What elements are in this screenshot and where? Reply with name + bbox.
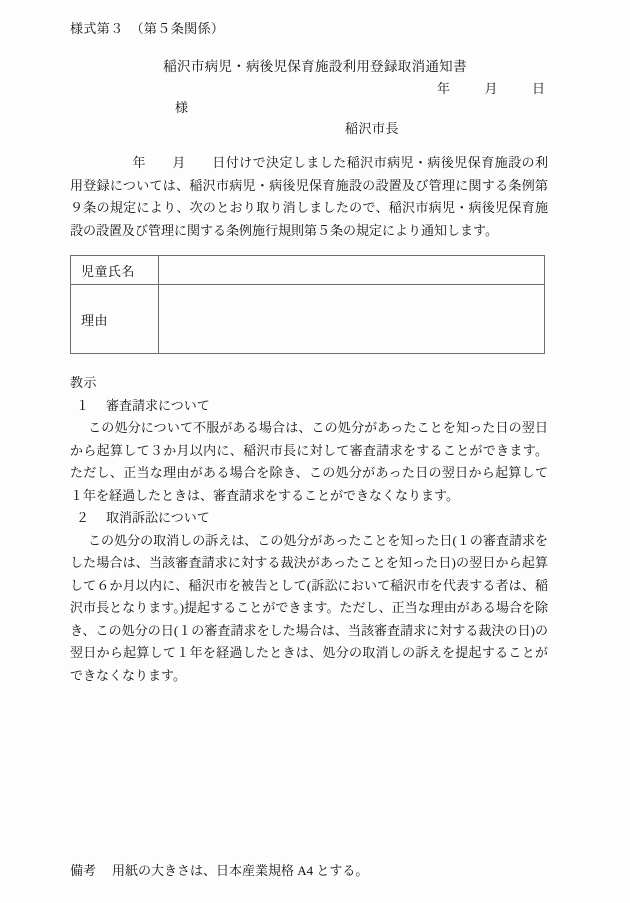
body-text: 日付けで決定しました稲沢市病児・病後児保育施設の利用登録については、稲沢市病児・病後児保育施設の設置及び管理に関する条例第９条の規定により、次のとおり取り消しましたので、稲沢市病児・病後児保育施設の設置及び管理に関する条例施行規則第５条の規定により通知します。 — [70, 155, 548, 238]
child-name-value[interactable] — [159, 256, 545, 285]
child-name-label: 児童氏名 — [71, 256, 159, 285]
instruction-item-2-title: 取消訴訟について — [106, 510, 210, 525]
table-row — [71, 256, 545, 285]
body-date-year: 年 — [132, 155, 146, 170]
issuer-name: 稲沢市長 — [345, 121, 400, 136]
instruction-item-2-number: ２ — [76, 510, 90, 525]
footer-note-text: 用紙の大きさは、日本産業規格 A4 とする。 — [112, 863, 369, 878]
issue-date-line — [437, 78, 545, 97]
registration-cancellation-table — [70, 255, 545, 354]
instructions-heading: 教示 — [70, 375, 98, 390]
table-row — [71, 285, 545, 354]
footer-note — [70, 860, 368, 879]
instruction-item-1-text — [70, 417, 548, 507]
page-title: 稲沢市病児・病後児保育施設利用登録取消通知書 — [163, 59, 467, 74]
instruction-item-1-body: この処分について不服がある場合は、この処分があったことを知った日の翌日から起算して３か月以内に、稲沢市長に対して審査請求をすることができます。ただし、正当な理由がある場合を除き、この処分があった日の翌日から起算して１年を経過したときは、審査請求をすることができなくなります。 — [70, 420, 548, 503]
date-year-label: 年 — [436, 81, 450, 96]
addressee-honorific: 様 — [175, 100, 189, 115]
instruction-item-2-text — [70, 530, 548, 688]
date-month-label: 月 — [484, 81, 498, 96]
body-date-month: 月 — [171, 155, 186, 170]
date-day-label: 日 — [531, 81, 545, 96]
reason-value[interactable] — [159, 285, 545, 354]
instruction-item-1-heading — [70, 395, 550, 418]
body-paragraph — [70, 152, 548, 242]
instruction-item-1-title: 審査請求について — [106, 397, 210, 413]
instruction-item-2-heading — [70, 507, 550, 530]
instruction-item-1-number: １ — [76, 397, 90, 413]
footer-note-label: 備考 — [70, 863, 97, 878]
instruction-item-2-body: この処分の取消しの訴えは、この処分があったことを知った日(１の審査請求をした場合は、当該審査請求に対する裁決があったことを知った日)の翌日から起算して６か月以内に、稲沢市を被告として(訴訟において稲沢市を代表する者は、稲沢市長となります。)提起することができます。ただし、正当な理由がある場合を除き、この処分の日(１の審査請求をした場合は、当該審査請求に対する裁決の日)の翌日から起算して１年を経過したときは、処分の取消しの訴えを提起することができなくなります。 — [70, 532, 548, 683]
reason-label: 理由 — [71, 285, 159, 354]
form-number: 様式第３ （第５条関係） — [70, 21, 225, 36]
instructions-section — [70, 372, 550, 687]
